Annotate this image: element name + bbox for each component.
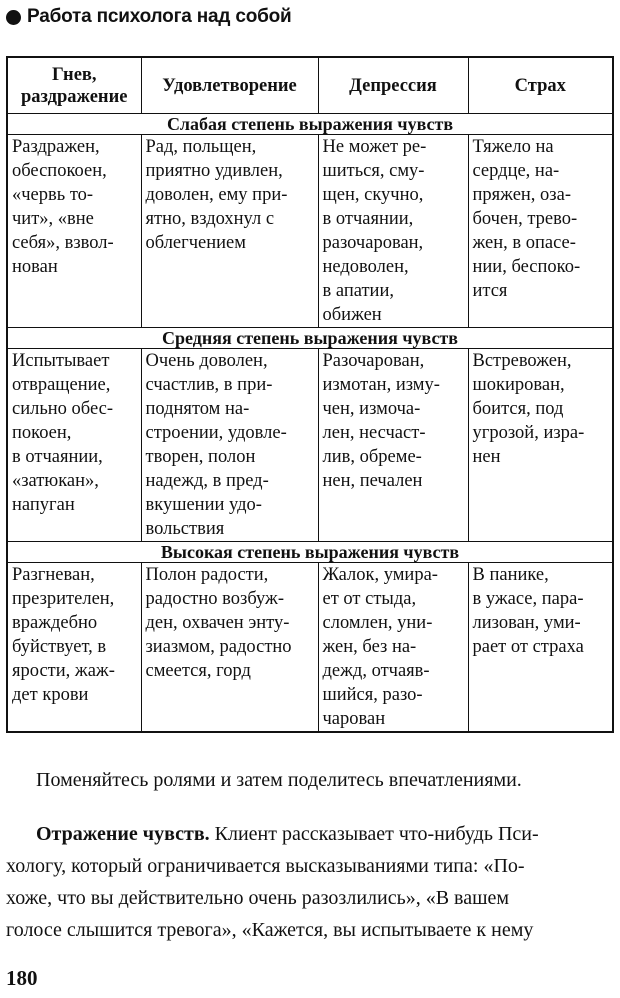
cell-line: бочен, трево- — [472, 209, 578, 229]
cell-satisfaction — [141, 349, 318, 542]
cell-line: враждебно — [12, 613, 98, 633]
cell-line: шийся, разо- — [322, 685, 423, 705]
cell-line: в апатии, — [322, 281, 394, 301]
cell-line: лен, несчаст- — [322, 423, 426, 443]
cell-line: обеспокоен, — [12, 161, 107, 181]
cell-line: нен, печален — [322, 471, 423, 491]
cell-line: В панике, — [472, 565, 549, 585]
cell-depression — [318, 349, 468, 542]
cell-line: презрителен, — [12, 589, 115, 609]
cell-line: боится, под — [472, 399, 564, 419]
cell-line: отвращение, — [12, 375, 111, 395]
cell-line: Раздражен, — [12, 137, 100, 157]
cell-line: нован — [12, 257, 58, 277]
cell-line: разочарован, — [322, 233, 424, 253]
cell-line: дежд, отчаяв- — [322, 661, 430, 681]
section-band — [7, 114, 613, 135]
cell-line: шиться, сму- — [322, 161, 425, 181]
cell-line: дет крови — [12, 685, 89, 705]
cell-line: себя», взвол- — [12, 233, 114, 253]
cell-line: буйствует, в — [12, 637, 107, 657]
cell-anger — [7, 135, 141, 328]
cell-line: ятно, вздохнул с — [145, 209, 275, 229]
cell-line: лизован, уми- — [472, 613, 581, 633]
bullet-icon — [6, 10, 21, 25]
paragraph-line-2: хологу, который ограничивается высказываниями типа: «По- — [6, 855, 525, 877]
cell-line: доволен, ему при- — [145, 185, 288, 205]
swap-roles-text: Поменяйтесь ролями и затем поделитесь впечатлениями. — [36, 769, 522, 791]
cell-line: радостно возбуж- — [145, 589, 284, 609]
table-row — [7, 563, 613, 733]
running-header — [6, 0, 292, 34]
cell-line: щен, скучно, — [322, 185, 424, 205]
cell-line: творен, полон — [145, 447, 256, 467]
cell-line: Не может ре- — [322, 137, 427, 157]
cell-line: жен, без на- — [322, 637, 417, 657]
cell-line: Очень доволен, — [145, 351, 268, 371]
cell-line: надежд, в пред- — [145, 471, 269, 491]
cell-line: поднятом на- — [145, 399, 250, 419]
cell-line: Жалок, умира- — [322, 565, 438, 585]
cell-line: Встревожен, — [472, 351, 572, 371]
paragraph-line-3: хоже, что вы действительно очень разозлились», «В вашем — [6, 887, 510, 909]
cell-line: облегчением — [145, 233, 246, 253]
column-header-satisfaction: Удовлетворение — [141, 57, 318, 114]
cell-line: лив, обреме- — [322, 447, 422, 467]
table-row — [7, 135, 613, 328]
cell-line: нии, беспоко- — [472, 257, 581, 277]
cell-line: ден, охвачен энту- — [145, 613, 290, 633]
cell-line: измотан, изму- — [322, 375, 440, 395]
column-header-fear: Страх — [468, 57, 613, 114]
cell-line: покоен, — [12, 423, 72, 443]
section-title: Высокая степень выражения чувств — [7, 542, 613, 563]
cell-depression — [318, 563, 468, 733]
cell-line: вкушении удо- — [145, 495, 262, 515]
section-band — [7, 328, 613, 349]
cell-line: жен, в опасе- — [472, 233, 576, 253]
table-row — [7, 349, 613, 542]
page-number: 180 — [6, 966, 38, 990]
cell-line: «затюкан», — [12, 471, 99, 491]
cell-line: пряжен, оза- — [472, 185, 571, 205]
cell-line: ится — [472, 281, 508, 301]
cell-line: напуган — [12, 495, 75, 515]
cell-line: ет от стыда, — [322, 589, 417, 609]
cell-line: в отчаянии, — [12, 447, 103, 467]
cell-line: ярости, жаж- — [12, 661, 115, 681]
cell-line: вольствия — [145, 519, 225, 539]
cell-line: Полон радости, — [145, 565, 269, 585]
section-band — [7, 542, 613, 563]
header-title: Работа психолога над собой — [27, 6, 292, 27]
cell-line: Рад, польщен, — [145, 137, 257, 157]
cell-line: счастлив, в при- — [145, 375, 273, 395]
cell-line: строении, удовле- — [145, 423, 287, 443]
cell-line: в ужасе, пара- — [472, 589, 584, 609]
column-header-depression: Депрессия — [318, 57, 468, 114]
cell-line: недоволен, — [322, 257, 409, 277]
cell-fear — [468, 563, 613, 733]
cell-line: приятно удивлен, — [145, 161, 283, 181]
section-title: Слабая степень выражения чувств — [7, 114, 613, 135]
cell-line: в отчаянии, — [322, 209, 414, 229]
cell-line: чарован — [322, 709, 386, 729]
cell-line: Тяжело на — [472, 137, 554, 157]
cell-line: Разочарован, — [322, 351, 425, 371]
cell-line: сломлен, уни- — [322, 613, 433, 633]
cell-line: зиазмом, радостно — [145, 637, 292, 657]
cell-anger — [7, 349, 141, 542]
cell-line: нен — [472, 447, 501, 467]
cell-line: чит», «вне — [12, 209, 94, 229]
emotions-table — [6, 56, 614, 733]
column-header-anger: Гнев, раздражение — [7, 57, 141, 114]
cell-line: обижен — [322, 305, 382, 325]
paragraph-line-1: Отражение чувств. Клиент рассказывает что-нибудь Пси- — [36, 823, 539, 845]
cell-line: сердце, на- — [472, 161, 560, 181]
cell-anger — [7, 563, 141, 733]
paragraph-line-4: голосе слышится тревога», «Кажется, вы испытываете к нему — [6, 919, 534, 941]
cell-line: чен, измоча- — [322, 399, 421, 419]
cell-line: рает от страха — [472, 637, 584, 657]
cell-line: угрозой, изра- — [472, 423, 585, 443]
table-header-row — [7, 57, 613, 114]
term-reflection: Отражение чувств. — [36, 823, 210, 845]
cell-line: смеется, горд — [145, 661, 251, 681]
section-title: Средняя степень выражения чувств — [7, 328, 613, 349]
cell-depression — [318, 135, 468, 328]
cell-line: сильно обес- — [12, 399, 114, 419]
cell-fear — [468, 135, 613, 328]
cell-line: «червь то- — [12, 185, 94, 205]
cell-satisfaction — [141, 563, 318, 733]
cell-satisfaction — [141, 135, 318, 328]
cell-fear — [468, 349, 613, 542]
cell-line: Разгневан, — [12, 565, 95, 585]
cell-line: шокирован, — [472, 375, 565, 395]
cell-line: Испытывает — [12, 351, 110, 371]
